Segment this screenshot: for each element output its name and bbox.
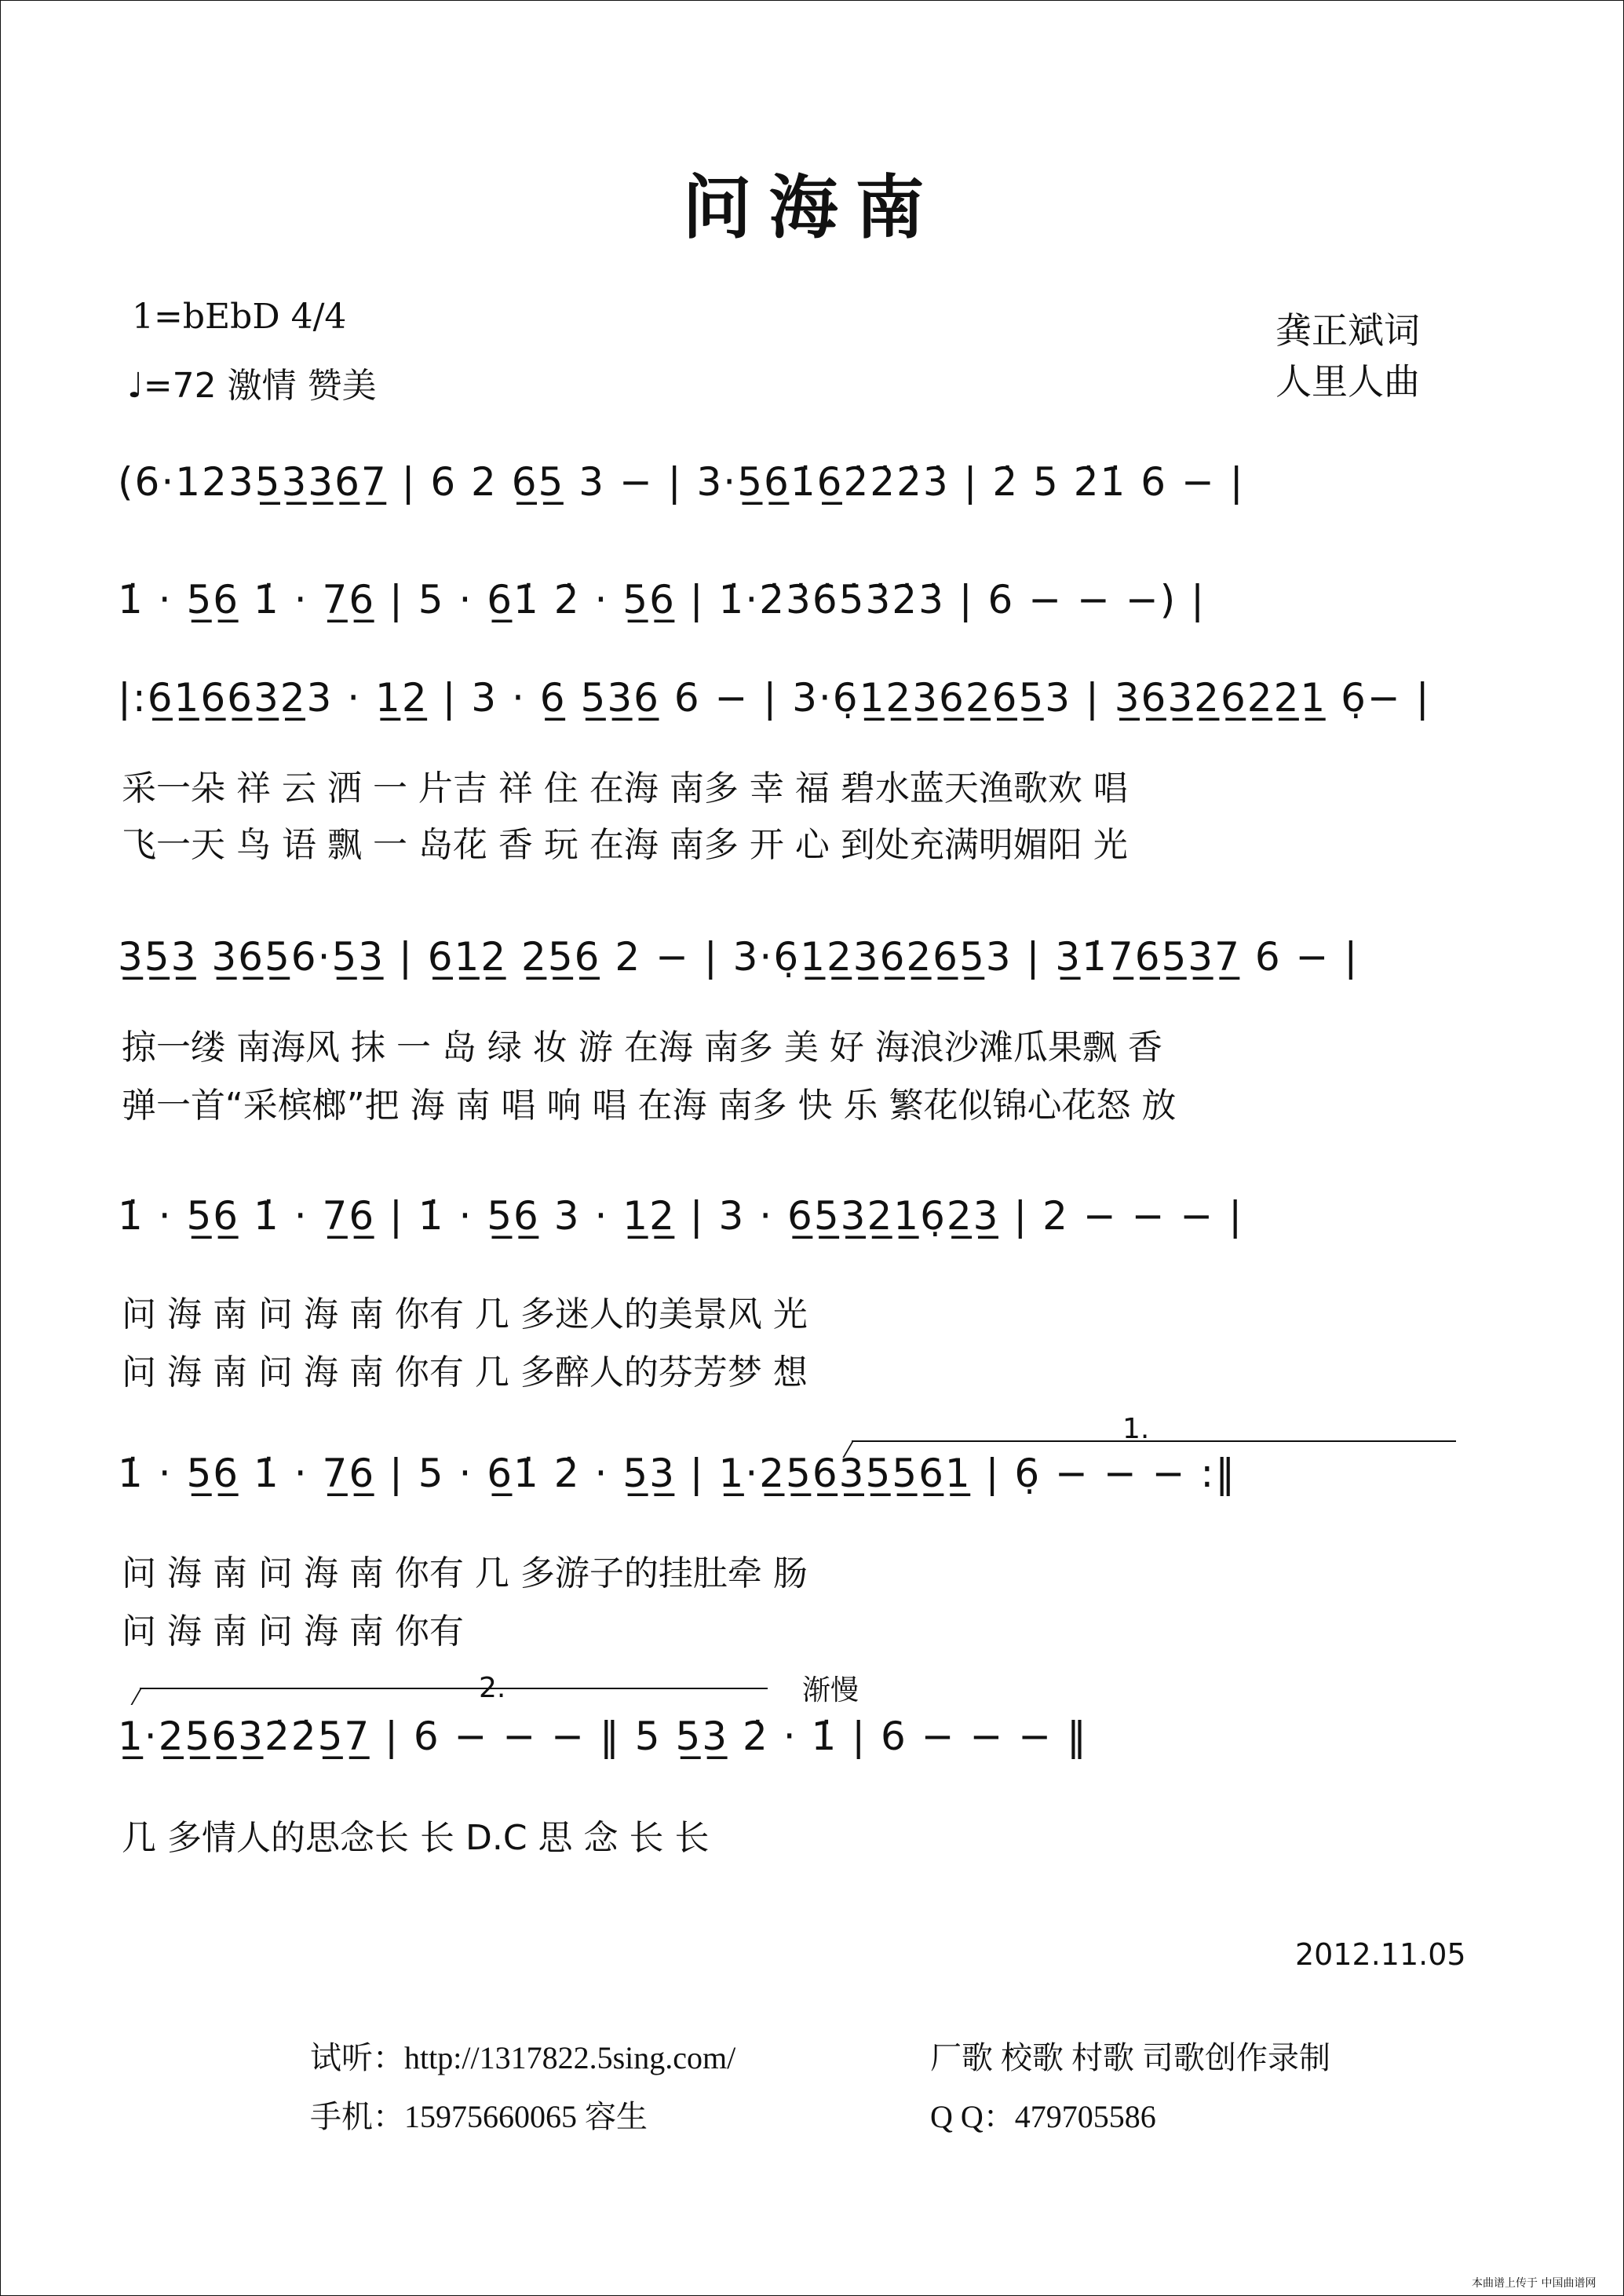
score-line-5: 1̇ · 5̲6̲ 1̇ · 7̲6̲ | 1̇ · 5̲6̲ 3 · 1̲2̲ | 3 · 6̲5̲3̲2̲1̲6̣2̲3̲ | 2 − − − | — [118, 1193, 1244, 1239]
score-line-1: (6·1235̲3̲3̲6̲7̲ | 6 2 6̲5̲ 3 − | 3·5̲6̲1̇6̲2̇2̇2̇3̇ | 2̇ 5 2̇1̇ 6 − | — [118, 459, 1245, 505]
lyric-line-3b: 飞一天 鸟 语 飘 一 岛花 香 玩 在海 南多 开 心 到处充满明媚阳 光 — [122, 825, 1128, 865]
lyric-line-7a: 几 多情人的思念长 长 D.C 思 念 长 长 — [122, 1818, 710, 1858]
lyric-line-6b: 问 海 南 问 海 南 你有 — [122, 1612, 464, 1652]
lyric-line-5a: 问 海 南 问 海 南 你有 几 多迷人的美景风 光 — [122, 1294, 808, 1334]
volta-bracket-1 — [852, 1440, 1456, 1442]
phone-contact: 手机：15975660065 容生 — [310, 2099, 648, 2134]
score-line-2: 1̇ · 5̲6̲ 1̇ · 7̲6̲ | 5 · 6̲1̇ 2̇ · 5̲6̲ | 1̇·2̇3̇6̇5̇3̇2̇3̇ | 6 − − −) | — [118, 577, 1206, 622]
volta-label-1: 1. — [1122, 1413, 1150, 1445]
volta-label-2: 2. — [479, 1672, 506, 1704]
service-text: 厂歌 校歌 村歌 司歌创作录制 — [930, 2040, 1330, 2075]
lyric-line-4b: 弹一首“采槟榔”把 海 南 唱 响 唱 在海 南多 快 乐 繁花似锦心花怒 放 — [122, 1086, 1177, 1126]
score-line-3: |:6̲1̲6̲6̲3̲2̲3 · 1̲2̲ | 3 · 6̲ 5̲3̲6̲ 6 − | 3·6̣1̲2̲3̲6̲2̲6̲5̲3 | 3̲6̲3̲2̲6̲2̲2̲1̲ 6̣− | — [118, 675, 1431, 721]
watermark: 本曲谱上传于 中国曲谱网 — [1472, 2277, 1597, 2290]
score-line-6: 1̇ · 5̲6̲ 1̇ · 7̲6̲ | 5 · 6̲1̇ 2̇ · 5̲3̲ | 1̲·2̲5̲6̲3̲5̲5̲6̲1̲ | 6̣ − − − :‖ — [118, 1451, 1237, 1496]
volta-bracket-2 — [140, 1688, 768, 1689]
lyric-line-5b: 问 海 南 问 海 南 你有 几 多醉人的芬芳梦 想 — [122, 1352, 808, 1393]
page-title: 问海南 — [682, 167, 942, 248]
listen-link: 试听：http://1317822.5sing.com/ — [310, 2040, 736, 2075]
lyric-line-3a: 采一朵 祥 云 洒 一 片吉 祥 住 在海 南多 幸 福 碧水蓝天渔歌欢 唱 — [122, 768, 1128, 809]
lyricist-credit: 龚正斌词 — [1275, 309, 1420, 352]
tempo-marking: ♩=72 激情 赞美 — [127, 366, 377, 406]
score-line-7: 1̲·2̲5̲6̲3̲2̇2̇5̲7̲ | 6 − − − ‖ 5 5̲3̲ 2̇ · 1̇ | 6 − − − ‖ — [118, 1714, 1089, 1759]
lyric-line-4a: 掠一缕 南海风 抹 一 岛 绿 妆 游 在海 南多 美 好 海浪沙滩瓜果飘 香 — [122, 1028, 1162, 1068]
score-line-4: 3̲5̲3̲ 3̲6̲5̲6·5̲3̲ | 6̲1̲2̲ 2̲5̲6̲ 2 − | 3·6̣1̲2̲3̲6̲2̲6̲5̲3 | 3̲1̇7̲6̲5̲3̲7̲ 6 − | — [118, 934, 1359, 980]
ritardando-mark: 渐慢 — [802, 1674, 859, 1706]
date: 2012.11.05 — [1295, 1937, 1466, 1972]
composer-credit: 人里人曲 — [1275, 360, 1420, 403]
lyric-line-6a: 问 海 南 问 海 南 你有 几 多游子的挂肚牵 肠 — [122, 1553, 808, 1593]
key-signature: 1=bEbD 4/4 — [132, 297, 347, 337]
qq-contact: Q Q：479705586 — [930, 2099, 1156, 2134]
